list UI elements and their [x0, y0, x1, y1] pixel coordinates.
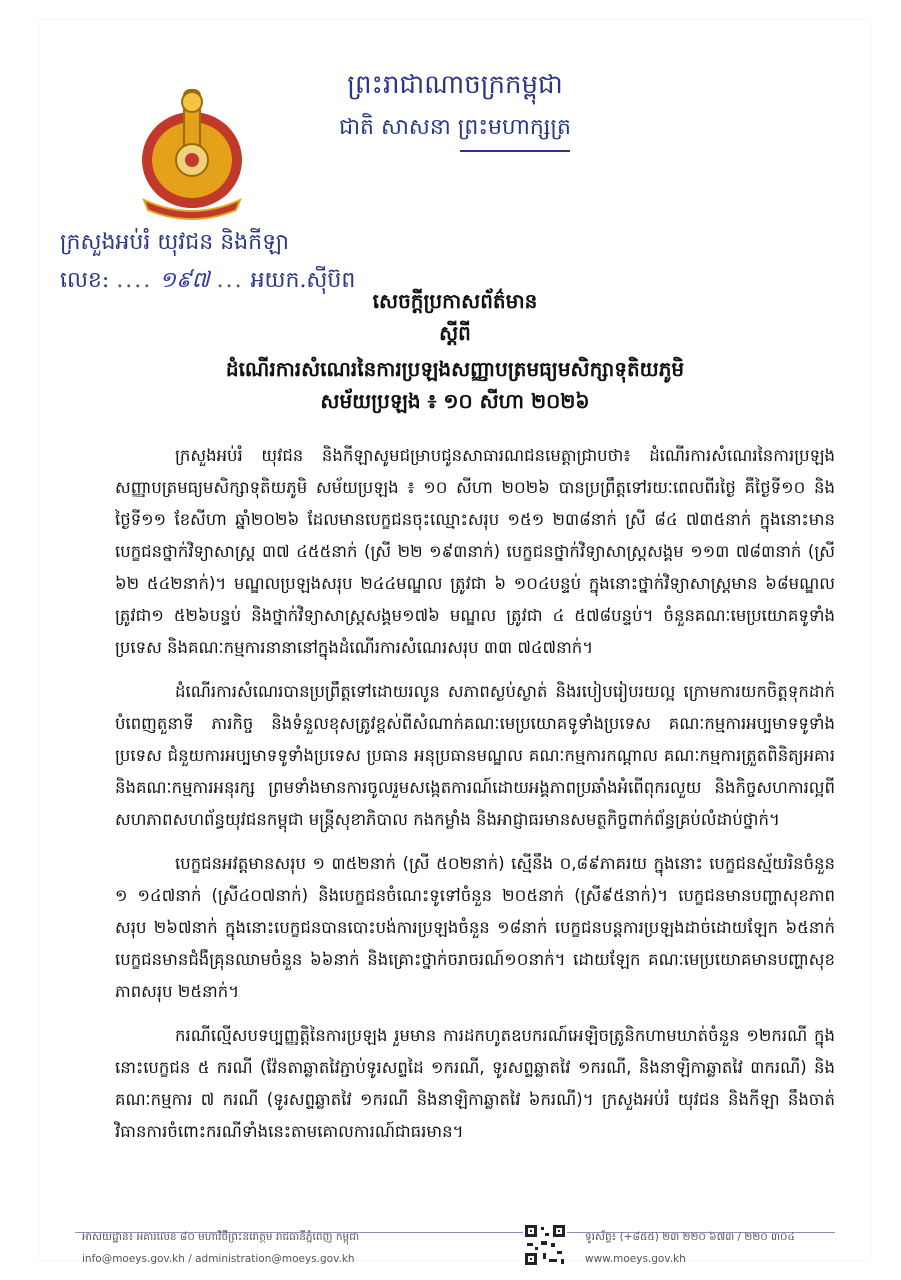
ministry-emblem-icon: [132, 82, 252, 222]
reference-suffix: អយក.ស៊ីប៊ព: [250, 268, 356, 293]
reference-handwritten-number: ១៩៧: [159, 268, 210, 293]
title-exam-session: សម័យប្រឡង ៖ ១០ សីហា ២០២៦: [320, 389, 590, 413]
footer-contact-right: [585, 1226, 795, 1270]
title-about: ស្តីពី: [439, 321, 471, 345]
paragraph-1: ក្រសួងអប់រំ យុវជន និងកីឡាសូមជម្រាបជូនសាធារណជនមេត្តាជ្រាបថា៖ ដំណើរការសំណេរនៃការប្រឡងសញ្ញាបត្រមធ្យមសិក្សាទុតិយភូមិ សម័យប្រឡង ៖ ១០ សីហា ២០២៦ បានប្រព្រឹត្តទៅរយៈពេលពីរថ្ងៃ គឺថ្ងៃទី១០ និងថ្ងៃទី១១ ខែសីហា ឆ្នាំ២០២៦ ដែលមានបេក្ខជនចុះឈ្មោះសរុប ១៥១ ២៣៨នាក់ ស្រី ៨៤ ៧៣៥នាក់ ក្នុងនោះមានបេក្ខជនថ្នាក់វិទ្យាសាស្ត្រ ៣៧ ៤៥៥នាក់ (ស្រី ២២ ១៩៣នាក់) បេក្ខជនថ្នាក់វិទ្យាសាស្ត្រសង្គម ១១៣ ៧៨៣នាក់ (ស្រី ៦២ ៥៤២នាក់)។ មណ្ឌលប្រឡងសរុប ២៤៤មណ្ឌល ត្រូវជា ៦ ១០៤បន្ទប់ ក្នុងនោះថ្នាក់វិទ្យាសាស្ត្រមាន ៦៨មណ្ឌល ត្រូវជា១ ៥២៦បន្ទប់ និងថ្នាក់វិទ្យាសាស្ត្រសង្គម១៧៦ មណ្ឌល ត្រូវជា ៤ ៥៧៨បន្ទប់។ ចំនួនគណៈមេប្រយោគទូទាំងប្រទេស និងគណៈកម្មការនានានៅក្នុងដំណើរការសំណេរសរុប ៣៣ ៧៤៧នាក់។: [115, 446, 835, 657]
footer-address: អាសយដ្ឋាន៖ អគារលេខ ៨០ មហាវិថីព្រះនរោត្តម រាជធានីភ្នំពេញ កម្ពុជា: [82, 1231, 360, 1243]
reference-label: លេខ:: [60, 268, 110, 293]
paragraph-2: ដំណើរការសំណេរបានប្រព្រឹត្តទៅដោយរលូន សភាពស្ងប់ស្ងាត់ និងរបៀបរៀបរយល្អ ក្រោមការយកចិត្តទុកដាក់បំពេញតួនាទី ភារកិច្ច និងទំនួលខុសត្រូវខ្ពស់ពីសំណាក់គណៈមេប្រយោគទូទាំងប្រទេស គណៈកម្មការអប្បមាទទូទាំងប្រទេស ជំនួយការអប្បមាទទូទាំងប្រទេស ប្រធាន អនុប្រធានមណ្ឌល គណៈកម្មការកណ្តាល គណៈកម្មការត្រួតពិនិត្យអគារ និងគណៈកម្មការអនុរក្ស ព្រមទាំងមានការចូលរួមសង្កេតការណ៍ដោយអង្គភាពប្រឆាំងអំពើពុករលួយ និងកិច្ចសហការល្អពីសហភាពសហព័ន្ធយុវជនកម្ពុជា មន្ត្រីសុខាភិបាល កងកម្លាំង និងអាជ្ញាធរមានសមត្ថកិច្ចពាក់ព័ន្ធគ្រប់លំដាប់ថ្នាក់។: [115, 682, 835, 829]
press-release-title: សេចក្តីប្រកាសព័ត៌មាន: [372, 289, 538, 313]
footer-website: www.moeys.gov.kh: [585, 1253, 686, 1265]
paragraph-4: ករណីល្មើសបទប្បញ្ញត្តិនៃការប្រឡង រួមមាន ការដកហូតឧបករណ៍អេឡិចត្រូនិកហាមឃាត់ចំនួន ១២ករណី ក្នុងនោះបេក្ខជន ៥ ករណី (វ៉ែនតាឆ្លាតវៃភ្ជាប់ទូរសព្ទដៃ ១ករណី, ទូរសព្ទឆ្លាតវៃ ១ករណី, និងនាឡិកាឆ្លាតវៃ ៣ករណី) និង គណៈកម្មការ ៧ ករណី (ទូរសព្ទឆ្លាតវៃ ១ករណី និងនាឡិកាឆ្លាតវៃ ៦ករណី)។ ក្រសួងអប់រំ យុវជន និងកីឡា នឹងចាត់វិធានការចំពោះករណីទាំងនេះតាមគោលការណ៍ជាធរមាន។: [115, 1026, 835, 1141]
reference-dots: ....: [116, 268, 153, 293]
title-subject: ដំណើរការសំណេរនៃការប្រឡងសញ្ញាបត្រមធ្យមសិក្សាទុតិយភូមិ: [225, 357, 685, 381]
reference-dots-2: ...: [216, 268, 244, 293]
ministry-name: ក្រសួងអប់រំ យុវជន និងកីឡា: [60, 230, 289, 255]
document-body: [115, 440, 835, 1160]
motto-divider: [460, 150, 570, 152]
paragraph-3: បេក្ខជនអវត្តមានសរុប ១ ៣៥២នាក់ (ស្រី ៥០២នាក់) ស្មើនឹង ០,៨៩ភាគរយ ក្នុងនោះ បេក្ខជនស្ម័យរិនចំនួន ១ ១៤៧នាក់ (ស្រី៤០៧នាក់) និងបេក្ខជនចំណេះទូទៅចំនួន ២០៥នាក់ (ស្រី៩៥នាក់)។ បេក្ខជនមានបញ្ហាសុខភាពសរុប ២៦៧នាក់ ក្នុងនោះបេក្ខជនបានបោះបង់ការប្រឡងចំនួន ១៨នាក់ បេក្ខជនបន្តការប្រឡងដាច់ដោយឡែក ៦៥នាក់ បេក្ខជនមានជំងឺគ្រុនឈាមចំនួន ៦៦នាក់ និងគ្រោះថ្នាក់ចរាចរណ៍១០នាក់។ ដោយឡែក គណៈមេប្រយោគមានបញ្ហាសុខភាពសរុប ២៥នាក់។: [115, 854, 835, 1001]
footer-contact: [82, 1226, 359, 1270]
document-page: [40, 20, 870, 1265]
footer-phone: ទូរស័ព្ទ៖ (+៨៥៥) ២៣ ២២០ ៦៧៣ / ២២០ ៣០៤: [585, 1231, 795, 1243]
footer-emails: info@moeys.gov.kh / administration@moeys.gov.kh: [82, 1253, 355, 1265]
national-motto: ជាតិ សាសនា ព្រះមហាក្សត្រ: [339, 115, 571, 140]
qr-code-icon: [523, 1223, 567, 1267]
kingdom-heading: ព្រះរាជាណាចក្រកម្ពុជា: [347, 70, 563, 100]
